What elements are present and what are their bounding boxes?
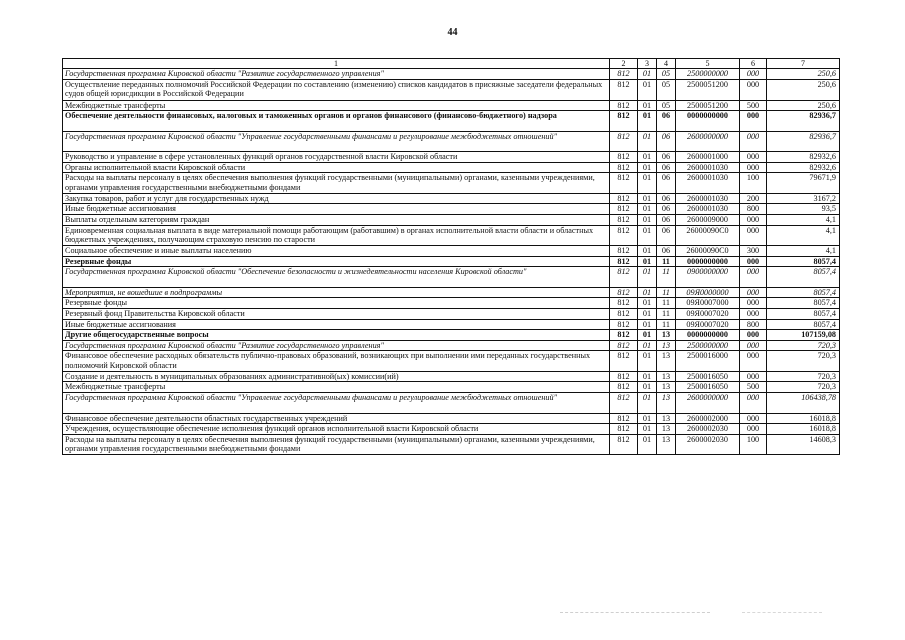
header-cell-target-article: 5 — [676, 59, 740, 69]
cell-name: Резервные фонды — [63, 298, 610, 309]
cell-ministry-code: 812 — [610, 193, 638, 204]
table-row — [63, 80, 840, 101]
table-row — [63, 173, 840, 194]
cell-target-article: 2600001030 — [676, 193, 740, 204]
cell-expense-type: 000 — [740, 162, 767, 173]
cell-section-code: 01 — [638, 413, 657, 424]
cell-target-article: 0900000000 — [676, 267, 740, 288]
cell-subsection-code: 13 — [657, 330, 676, 341]
cell-subsection-code: 06 — [657, 152, 676, 163]
cell-subsection-code: 13 — [657, 351, 676, 372]
cell-name: Резервные фонды — [63, 256, 610, 267]
cell-amount: 250,6 — [767, 100, 840, 111]
cell-target-article: 0000000000 — [676, 256, 740, 267]
table-row — [63, 308, 840, 319]
cell-target-article: 2500016050 — [676, 371, 740, 382]
cell-target-article: 2600001030 — [676, 162, 740, 173]
cell-section-code: 01 — [638, 214, 657, 225]
table-header-row — [63, 59, 840, 69]
cell-expense-type: 000 — [740, 308, 767, 319]
cell-subsection-code: 11 — [657, 298, 676, 309]
cell-section-code: 01 — [638, 162, 657, 173]
table-row — [63, 340, 840, 351]
cell-expense-type: 000 — [740, 424, 767, 435]
table-row — [63, 434, 840, 455]
cell-target-article: 0000000000 — [676, 330, 740, 341]
cell-expense-type: 000 — [740, 131, 767, 152]
cell-target-article: 2500016050 — [676, 382, 740, 393]
cell-section-code: 01 — [638, 267, 657, 288]
cell-amount: 250,6 — [767, 80, 840, 101]
scan-artifact-line — [742, 612, 822, 613]
cell-section-code: 01 — [638, 193, 657, 204]
cell-section-code: 01 — [638, 131, 657, 152]
cell-expense-type: 000 — [740, 214, 767, 225]
cell-expense-type: 000 — [740, 287, 767, 298]
cell-amount: 82932,6 — [767, 152, 840, 163]
scan-artifact-line — [560, 612, 710, 613]
table-row — [63, 225, 840, 246]
cell-subsection-code: 05 — [657, 80, 676, 101]
cell-expense-type: 800 — [740, 204, 767, 215]
cell-ministry-code: 812 — [610, 287, 638, 298]
cell-amount: 93,5 — [767, 204, 840, 215]
cell-name: Расходы на выплаты персоналу в целях обеспечения выполнения функций государственными (муниципальными) органами, казенными учреждениями, органами управления государственными внебюджетными фондами — [63, 434, 610, 455]
cell-section-code: 01 — [638, 246, 657, 257]
cell-ministry-code: 812 — [610, 80, 638, 101]
cell-name: Государственная программа Кировской области "Управление государственными финансами и регулирование межбюджетных отношений" — [63, 393, 610, 414]
cell-subsection-code: 06 — [657, 246, 676, 257]
cell-amount: 4,1 — [767, 246, 840, 257]
cell-section-code: 01 — [638, 100, 657, 111]
cell-amount: 8057,4 — [767, 319, 840, 330]
cell-section-code: 01 — [638, 173, 657, 194]
cell-target-article: 2600002030 — [676, 434, 740, 455]
cell-expense-type: 300 — [740, 246, 767, 257]
cell-subsection-code: 11 — [657, 287, 676, 298]
cell-name: Другие общегосударственные вопросы — [63, 330, 610, 341]
cell-section-code: 01 — [638, 69, 657, 80]
cell-name: Государственная программа Кировской области "Управление государственными финансами и регулирование межбюджетных отношений" — [63, 131, 610, 152]
table-row — [63, 413, 840, 424]
cell-amount: 106438,78 — [767, 393, 840, 414]
cell-ministry-code: 812 — [610, 298, 638, 309]
cell-name: Государственная программа Кировской области "Развитие государственного управления" — [63, 69, 610, 80]
cell-amount: 720,3 — [767, 382, 840, 393]
cell-section-code: 01 — [638, 382, 657, 393]
cell-ministry-code: 812 — [610, 434, 638, 455]
cell-name: Создание и деятельность в муниципальных образованиях административной(ых) комиссии(ий) — [63, 371, 610, 382]
cell-name: Закупка товаров, работ и услуг для государственных нужд — [63, 193, 610, 204]
table-row — [63, 267, 840, 288]
cell-section-code: 01 — [638, 152, 657, 163]
cell-expense-type: 000 — [740, 371, 767, 382]
cell-ministry-code: 812 — [610, 351, 638, 372]
cell-expense-type: 000 — [740, 340, 767, 351]
cell-target-article: 09Я0007000 — [676, 298, 740, 309]
table-row — [63, 256, 840, 267]
cell-target-article: 2600001030 — [676, 173, 740, 194]
cell-expense-type: 000 — [740, 152, 767, 163]
cell-target-article: 2500051200 — [676, 100, 740, 111]
cell-amount: 14608,3 — [767, 434, 840, 455]
cell-subsection-code: 06 — [657, 111, 676, 132]
cell-section-code: 01 — [638, 371, 657, 382]
cell-section-code: 01 — [638, 298, 657, 309]
cell-ministry-code: 812 — [610, 393, 638, 414]
table-row — [63, 100, 840, 111]
table-row — [63, 319, 840, 330]
cell-subsection-code: 05 — [657, 100, 676, 111]
cell-name: Иные бюджетные ассигнования — [63, 204, 610, 215]
cell-ministry-code: 812 — [610, 330, 638, 341]
cell-amount: 107159,08 — [767, 330, 840, 341]
cell-ministry-code: 812 — [610, 256, 638, 267]
table-row — [63, 131, 840, 152]
cell-amount: 4,1 — [767, 214, 840, 225]
cell-section-code: 01 — [638, 351, 657, 372]
cell-ministry-code: 812 — [610, 204, 638, 215]
cell-subsection-code: 06 — [657, 173, 676, 194]
cell-amount: 16018,8 — [767, 424, 840, 435]
cell-amount: 82936,7 — [767, 131, 840, 152]
cell-expense-type: 500 — [740, 382, 767, 393]
cell-expense-type: 000 — [740, 111, 767, 132]
cell-expense-type: 000 — [740, 393, 767, 414]
cell-section-code: 01 — [638, 256, 657, 267]
cell-subsection-code: 06 — [657, 162, 676, 173]
cell-ministry-code: 812 — [610, 225, 638, 246]
cell-amount: 8057,4 — [767, 267, 840, 288]
cell-amount: 8057,4 — [767, 308, 840, 319]
cell-subsection-code: 05 — [657, 69, 676, 80]
cell-expense-type: 000 — [740, 256, 767, 267]
cell-amount: 720,3 — [767, 371, 840, 382]
page-number: 44 — [447, 27, 458, 38]
cell-amount: 8057,4 — [767, 256, 840, 267]
cell-name: Социальное обеспечение и иные выплаты населению — [63, 246, 610, 257]
cell-section-code: 01 — [638, 434, 657, 455]
cell-ministry-code: 812 — [610, 214, 638, 225]
table-row — [63, 204, 840, 215]
cell-name: Государственная программа Кировской области "Обеспечение безопасности и жизнедеятельности населения Кировской области" — [63, 267, 610, 288]
cell-ministry-code: 812 — [610, 340, 638, 351]
table-row — [63, 214, 840, 225]
cell-ministry-code: 812 — [610, 152, 638, 163]
cell-name: Межбюджетные трансферты — [63, 100, 610, 111]
cell-target-article: 26000090C0 — [676, 246, 740, 257]
cell-subsection-code: 13 — [657, 393, 676, 414]
cell-ministry-code: 812 — [610, 267, 638, 288]
cell-ministry-code: 812 — [610, 246, 638, 257]
cell-section-code: 01 — [638, 424, 657, 435]
table-row — [63, 330, 840, 341]
cell-ministry-code: 812 — [610, 413, 638, 424]
cell-expense-type: 000 — [740, 267, 767, 288]
cell-amount: 79671,9 — [767, 173, 840, 194]
table-row — [63, 298, 840, 309]
cell-subsection-code: 06 — [657, 214, 676, 225]
cell-name: Расходы на выплаты персоналу в целях обеспечения выполнения функций государственными (муниципальными) органами, казенными учреждениями, органами управления государственными внебюджетными фондами — [63, 173, 610, 194]
table-row — [63, 371, 840, 382]
cell-subsection-code: 13 — [657, 424, 676, 435]
cell-ministry-code: 812 — [610, 382, 638, 393]
header-cell-subsection: 4 — [657, 59, 676, 69]
cell-expense-type: 000 — [740, 413, 767, 424]
cell-subsection-code: 11 — [657, 319, 676, 330]
cell-name: Обеспечение деятельности финансовых, налоговых и таможенных органов и органов финансового (финансово-бюджетного) надзора — [63, 111, 610, 132]
cell-subsection-code: 11 — [657, 256, 676, 267]
cell-expense-type: 000 — [740, 225, 767, 246]
cell-target-article: 2500000000 — [676, 340, 740, 351]
cell-subsection-code: 13 — [657, 371, 676, 382]
cell-amount: 4,1 — [767, 225, 840, 246]
cell-target-article: 2600002030 — [676, 424, 740, 435]
cell-ministry-code: 812 — [610, 131, 638, 152]
cell-ministry-code: 812 — [610, 424, 638, 435]
cell-subsection-code: 11 — [657, 308, 676, 319]
header-cell-amount: 7 — [767, 59, 840, 69]
cell-amount: 3167,2 — [767, 193, 840, 204]
header-cell-section: 3 — [638, 59, 657, 69]
cell-ministry-code: 812 — [610, 371, 638, 382]
cell-subsection-code: 11 — [657, 267, 676, 288]
cell-amount: 720,3 — [767, 351, 840, 372]
cell-target-article: 2500000000 — [676, 69, 740, 80]
cell-expense-type: 000 — [740, 80, 767, 101]
table-row — [63, 152, 840, 163]
cell-name: Осуществление переданных полномочий Российской Федерации по составлению (изменению) списков кандидатов в присяжные заседатели федеральных судов общей юрисдикции в Российской Федерации — [63, 80, 610, 101]
header-cell-expense-type: 6 — [740, 59, 767, 69]
cell-name: Единовременная социальная выплата в виде материальной помощи работающим (работавшим) в органах исполнительной власти области и областных бюджетных учреждениях, получающим страховую пенсию по старости — [63, 225, 610, 246]
cell-amount: 720,3 — [767, 340, 840, 351]
cell-target-article: 09Я0007020 — [676, 319, 740, 330]
cell-name: Органы исполнительной власти Кировской области — [63, 162, 610, 173]
cell-ministry-code: 812 — [610, 100, 638, 111]
cell-target-article: 2600009000 — [676, 214, 740, 225]
cell-expense-type: 200 — [740, 193, 767, 204]
cell-subsection-code: 13 — [657, 340, 676, 351]
cell-section-code: 01 — [638, 330, 657, 341]
cell-target-article: 26000090C0 — [676, 225, 740, 246]
cell-amount: 82932,6 — [767, 162, 840, 173]
cell-expense-type: 000 — [740, 330, 767, 341]
cell-expense-type: 800 — [740, 319, 767, 330]
table-row — [63, 69, 840, 80]
cell-subsection-code: 13 — [657, 413, 676, 424]
cell-name: Учреждения, осуществляющие обеспечение исполнения функций органов исполнительной власти Кировской области — [63, 424, 610, 435]
cell-name: Межбюджетные трансферты — [63, 382, 610, 393]
table-row — [63, 424, 840, 435]
cell-ministry-code: 812 — [610, 308, 638, 319]
cell-expense-type: 000 — [740, 69, 767, 80]
cell-name: Иные бюджетные ассигнования — [63, 319, 610, 330]
table-row — [63, 111, 840, 132]
cell-target-article: 09Я0007020 — [676, 308, 740, 319]
cell-subsection-code: 06 — [657, 193, 676, 204]
budget-table — [62, 58, 840, 455]
cell-target-article: 2600001000 — [676, 152, 740, 163]
cell-subsection-code: 06 — [657, 131, 676, 152]
cell-name: Выплаты отдельным категориям граждан — [63, 214, 610, 225]
cell-section-code: 01 — [638, 319, 657, 330]
cell-name: Руководство и управление в сфере установленных функций органов государственной власти Кировской области — [63, 152, 610, 163]
cell-name: Финансовое обеспечение деятельности областных государственных учреждений — [63, 413, 610, 424]
table-row — [63, 393, 840, 414]
cell-target-article: 2600001030 — [676, 204, 740, 215]
table-row — [63, 246, 840, 257]
cell-subsection-code: 06 — [657, 204, 676, 215]
table-row — [63, 287, 840, 298]
cell-amount: 16018,8 — [767, 413, 840, 424]
cell-ministry-code: 812 — [610, 69, 638, 80]
header-cell-ministry: 2 — [610, 59, 638, 69]
cell-ministry-code: 812 — [610, 173, 638, 194]
cell-subsection-code: 13 — [657, 382, 676, 393]
cell-section-code: 01 — [638, 308, 657, 319]
cell-name: Государственная программа Кировской области "Развитие государственного управления" — [63, 340, 610, 351]
table-row — [63, 162, 840, 173]
cell-section-code: 01 — [638, 287, 657, 298]
cell-expense-type: 500 — [740, 100, 767, 111]
cell-section-code: 01 — [638, 111, 657, 132]
cell-amount: 250,6 — [767, 69, 840, 80]
cell-subsection-code: 06 — [657, 225, 676, 246]
cell-target-article: 2600000000 — [676, 131, 740, 152]
cell-ministry-code: 812 — [610, 162, 638, 173]
cell-ministry-code: 812 — [610, 319, 638, 330]
cell-ministry-code: 812 — [610, 111, 638, 132]
cell-target-article: 2500016000 — [676, 351, 740, 372]
cell-name: Финансовое обеспечение расходных обязательств публично-правовых образований, возникающих при выполнении ими переданных государственных полномочий Кировской области — [63, 351, 610, 372]
cell-target-article: 0000000000 — [676, 111, 740, 132]
cell-section-code: 01 — [638, 204, 657, 215]
cell-expense-type: 100 — [740, 173, 767, 194]
cell-target-article: 2600002000 — [676, 413, 740, 424]
cell-section-code: 01 — [638, 340, 657, 351]
cell-amount: 8057,4 — [767, 298, 840, 309]
cell-target-article: 2600000000 — [676, 393, 740, 414]
cell-target-article: 2500051200 — [676, 80, 740, 101]
cell-name: Мероприятия, не вошедшие в подпрограммы — [63, 287, 610, 298]
cell-expense-type: 000 — [740, 298, 767, 309]
cell-section-code: 01 — [638, 393, 657, 414]
cell-subsection-code: 13 — [657, 434, 676, 455]
cell-name: Резервный фонд Правительства Кировской области — [63, 308, 610, 319]
table-row — [63, 351, 840, 372]
table-row — [63, 193, 840, 204]
cell-section-code: 01 — [638, 80, 657, 101]
table-row — [63, 382, 840, 393]
cell-amount: 82936,7 — [767, 111, 840, 132]
cell-section-code: 01 — [638, 225, 657, 246]
header-cell-name: 1 — [63, 59, 610, 69]
cell-expense-type: 100 — [740, 434, 767, 455]
cell-expense-type: 000 — [740, 351, 767, 372]
cell-target-article: 09Я0000000 — [676, 287, 740, 298]
cell-amount: 8057,4 — [767, 287, 840, 298]
